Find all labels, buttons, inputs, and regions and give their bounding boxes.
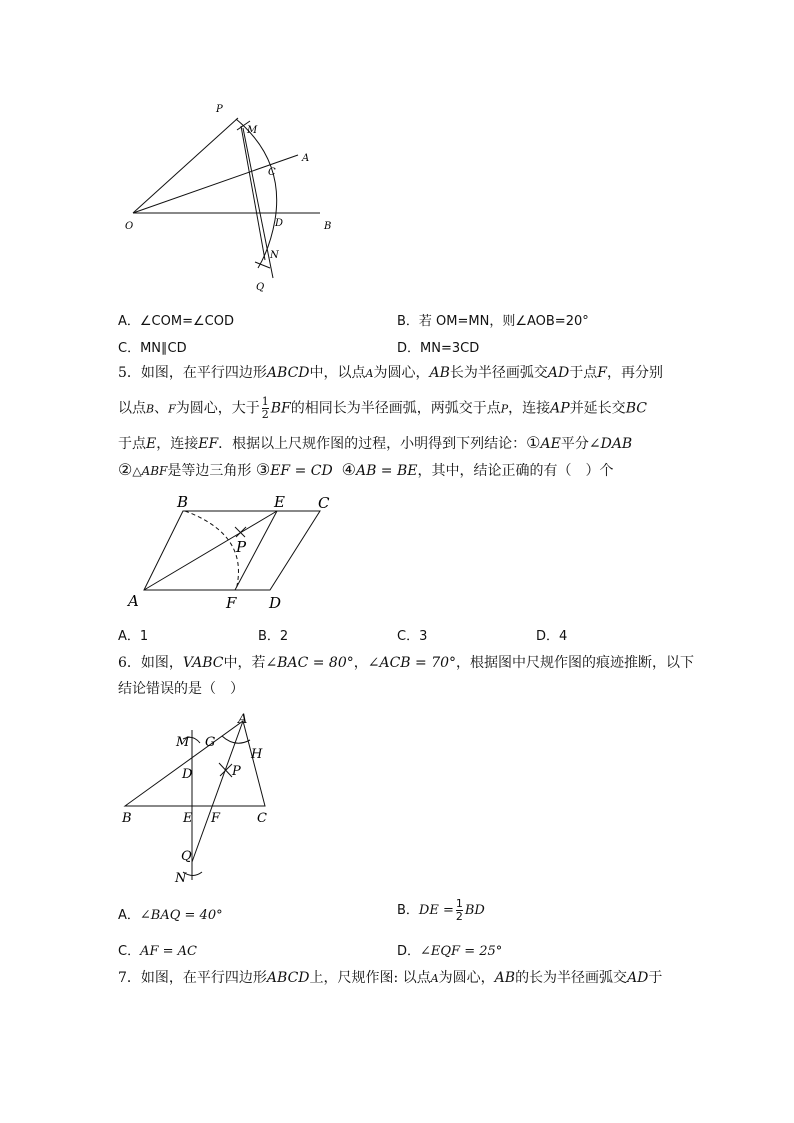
fig4-label-O: O [125, 221, 134, 232]
figure-q5 [118, 490, 338, 615]
fig4-label-P: P [216, 104, 223, 115]
fig4-label-B: B [324, 221, 332, 232]
fig5-label-D: D [269, 594, 282, 612]
fig5-label-P: P [236, 538, 247, 556]
fig4-label-Q: Q [256, 282, 265, 293]
fig4-label-M: M [247, 125, 258, 136]
q4-option-b[interactable]: B．若 OM=MN，则∠AOB=20° [397, 314, 589, 329]
figure-q4 [110, 95, 350, 295]
q5-fraction: $\frac{1}{2}$ [261, 395, 269, 421]
q5-option-b[interactable]: B．2 [258, 629, 289, 644]
fig6-label-N: N [175, 871, 187, 886]
q5-line-3: 于点E，连接EF．根据以上尺规作图的过程，小明得到下列结论：①AE平分∠DAB [118, 433, 633, 452]
fig6-label-P: P [232, 764, 241, 779]
q5-option-a[interactable]: A．1 [118, 629, 149, 644]
q6-optb-fraction: $\frac{1}{2}$ [455, 897, 463, 923]
fig5-label-B: B [177, 493, 189, 511]
fig6-label-E: E [183, 811, 193, 826]
q4-option-d[interactable]: D．MN=3CD [397, 341, 480, 356]
fig4-label-D: D [275, 218, 284, 229]
q5-line-1: 5．如图，在平行四边形ABCD中，以点A为圆心，AB长为半径画弧交AD于点F，再分别 [118, 365, 663, 381]
fig6-label-B: B [122, 811, 132, 826]
q5-number: 5． [118, 365, 141, 381]
q5-line-4: ②△ABF是等边三角形 ③EF = CD ④AB = BE，其中，结论正确的有（ ）个 [118, 460, 614, 479]
q4-option-a[interactable]: A．∠COM=∠COD [118, 314, 234, 329]
q6-option-b[interactable]: B．DE = $\frac{1}{2}$ BD [397, 897, 485, 923]
q7-line-1: 7．如图，在平行四边形ABCD上，尺规作图: 以点A为圆心，AB的长为半径画弧交AD于 [118, 970, 663, 986]
q6-line-1: 6．如图，VABC中，若∠BAC = 80°，∠ACB = 70°，根据图中尺规作图的痕迹推断，以下 [118, 655, 695, 671]
fig4-label-A: A [302, 153, 310, 164]
fig6-label-M: M [176, 735, 190, 750]
q5-option-d[interactable]: D．4 [536, 629, 568, 644]
q6-option-c[interactable]: C．AF = AC [118, 944, 197, 959]
figure-q6 [115, 705, 285, 890]
fig6-label-F: F [211, 811, 221, 826]
fig4-label-N: N [270, 250, 279, 261]
q6-option-d[interactable]: D．∠EQF = 25° [397, 944, 503, 959]
fig6-label-G: G [205, 735, 216, 750]
fig5-label-C: C [318, 494, 330, 512]
q5-line-2: 以点B、F为圆心，大于 $\frac{1}{2}$ BF的相同长为半径画弧，两弧交于点P，连接AP并延长交BC [118, 395, 647, 421]
fig6-label-C: C [257, 811, 267, 826]
q6-number: 6． [118, 655, 141, 671]
q4-option-c[interactable]: C．MN∥CD [118, 341, 187, 356]
fig6-label-D: D [182, 767, 193, 782]
q5-option-c[interactable]: C．3 [397, 629, 428, 644]
fig6-label-H: H [251, 747, 263, 762]
fig6-label-A: A [238, 712, 248, 727]
fig6-label-Q: Q [181, 849, 192, 864]
fig5-label-A: A [128, 592, 139, 610]
fig5-label-F: F [226, 594, 237, 612]
fig5-label-E: E [274, 493, 285, 511]
q7-number: 7． [118, 970, 141, 986]
fig4-label-C: C [268, 167, 276, 178]
q6-line-2: 结论错误的是（ ） [118, 681, 244, 697]
q6-option-a[interactable]: A．∠BAQ = 40° [118, 908, 223, 923]
